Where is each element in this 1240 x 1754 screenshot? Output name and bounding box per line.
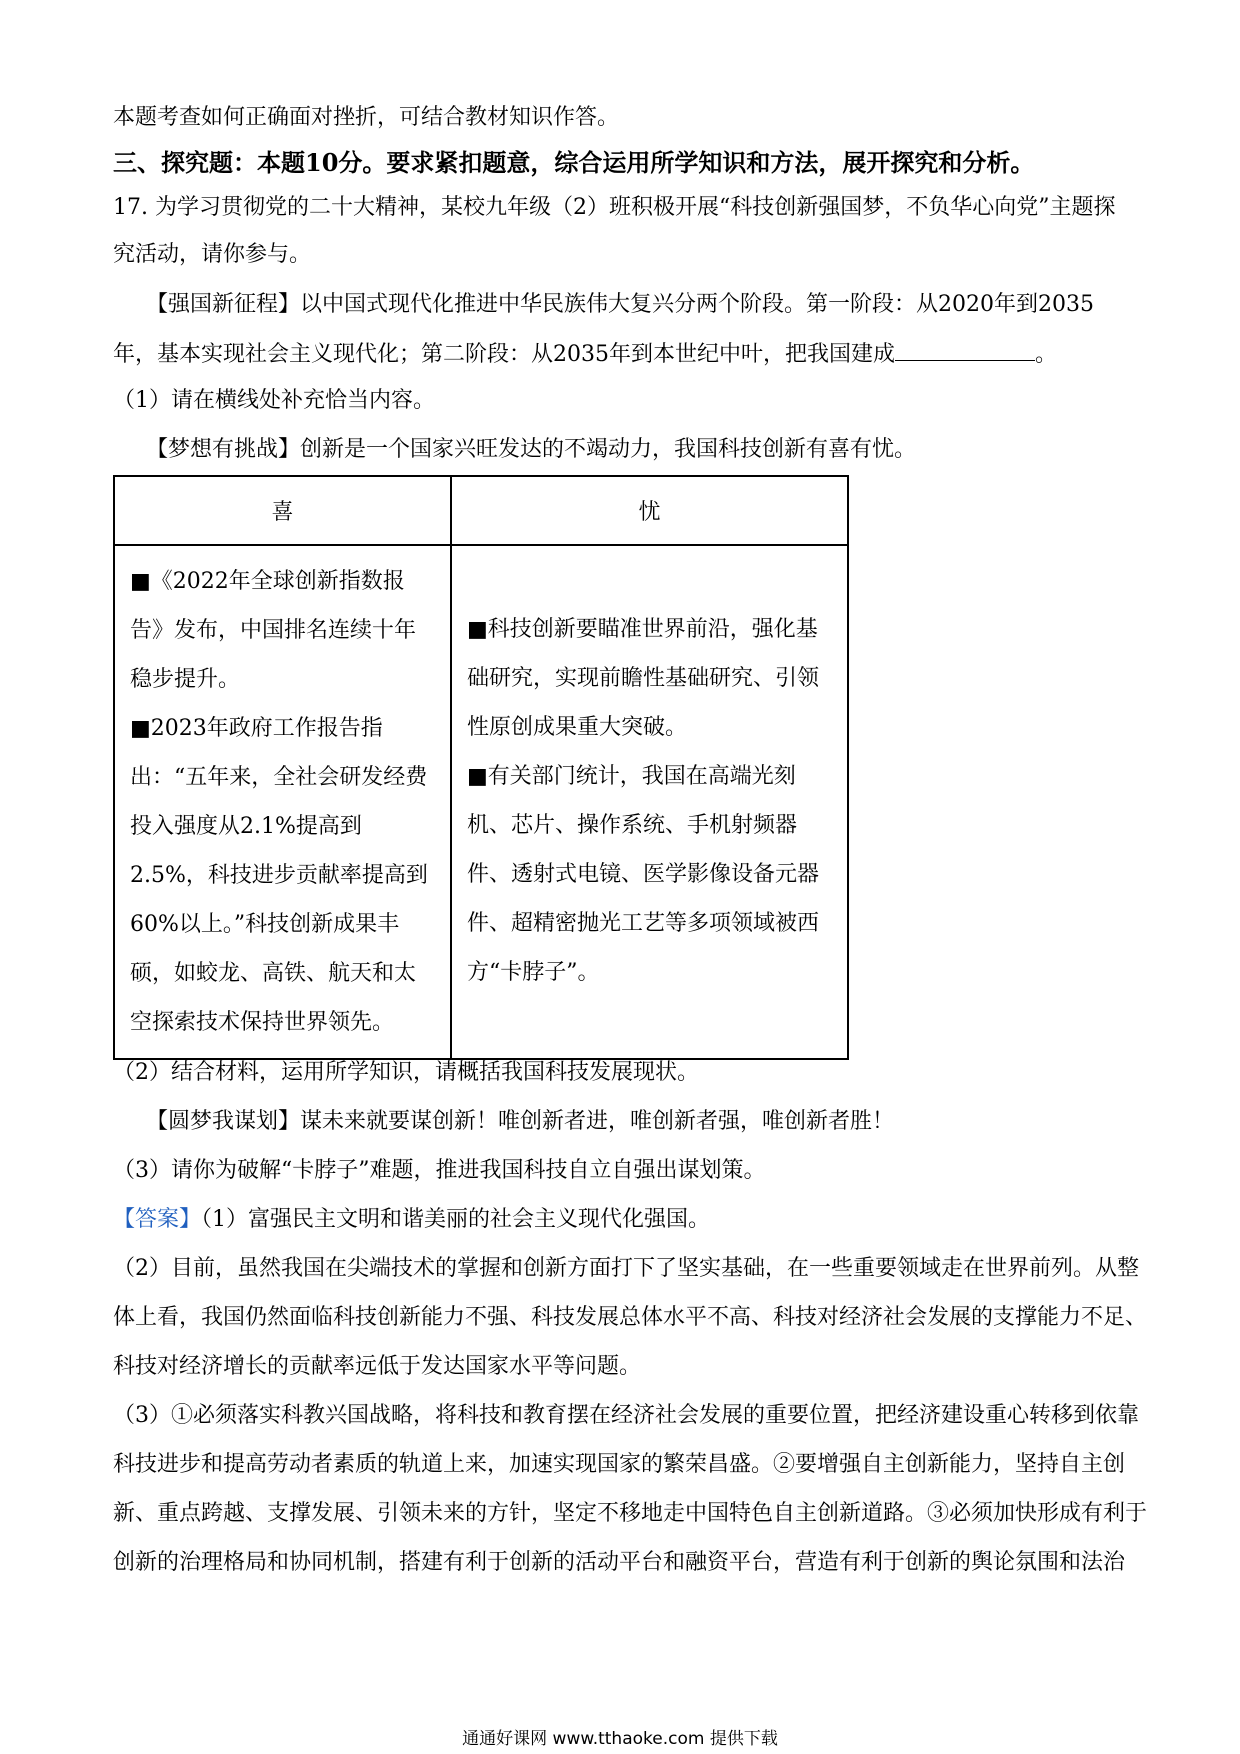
answer-3-line4: 创新的治理格局和协同机制，搭建有利于创新的活动平台和融资平台，营造有利于创新的舆论氛围和法治 [113, 1550, 1126, 1575]
intro-line: 本题考查如何正确面对挫折，可结合教材知识作答。 [113, 105, 620, 130]
answer-1: （1）富强民主文明和谐美丽的社会主义现代化强国。 [201, 1207, 711, 1232]
answer-2-line3: 科技对经济增长的贡献率远低于发达国家水平等问题。 [113, 1354, 642, 1379]
part1-line1: 【强国新征程】以中国式现代化推进中华民族伟大复兴分两个阶段。第一阶段：从2020年到2035 [146, 292, 1094, 317]
answer-3-line3: 新、重点跨越、支撑发展、引领未来的方针，坚定不移地走中国特色自主创新道路。③必须加快形成有利于 [113, 1501, 1148, 1526]
worry-item-1: ■科技创新要瞄准世界前沿，强化基础研究，实现前瞻性基础研究、引领性原创成果重大突破。 [467, 617, 820, 740]
answer-2-line2: 体上看，我国仍然面临科技创新能力不强、科技发展总体水平不高、科技对经济社会发展的支撑能力不足、 [113, 1305, 1148, 1330]
answer-2-line1: （2）目前，虽然我国在尖端技术的掌握和创新方面打下了坚实基础，在一些重要领域走在世界前列。从整 [113, 1256, 1140, 1281]
answer-1-line [113, 1205, 710, 1235]
answer-3-line1: （3）①必须落实科教兴国战略，将科技和教育摆在经济社会发展的重要位置，把经济建设重心转移到依靠 [113, 1403, 1140, 1428]
part1-line2 [113, 338, 1057, 370]
q17-line1: 17. 为学习贯彻党的二十大精神，某校九年级（2）班积极开展“科技创新强国梦，不负华心向党”主题探 [113, 195, 1116, 220]
part1-line2-text: 年，基本实现社会主义现代化；第二阶段：从2035年到本世纪中叶，把我国建成 [113, 342, 895, 367]
answer-tag: 【答案】 [113, 1207, 202, 1232]
q17-line2: 究活动，请你参与。 [113, 242, 312, 267]
part2-intro: 【梦想有挑战】创新是一个国家兴旺发达的不竭动力，我国科技创新有喜有忧。 [146, 437, 917, 462]
table-header-row [114, 476, 848, 545]
footer-source: 通通好课网 www.tthaoke.com 提供下载 [462, 1729, 778, 1749]
joy-cell [114, 545, 451, 1059]
joy-item-2: ■2023年政府工作报告指出：“五年来，全社会研发经费投入强度从2.1%提高到2.5%，科技进步贡献率提高到60%以上。”科技创新成果丰硕，如蛟龙、高铁、航天和太空探索技术保持世界领先。 [130, 716, 428, 1035]
part1-end: 。 [1035, 342, 1058, 367]
joy-item-1: ■《2022年全球创新指数报告》发布，中国排名连续十年稳步提升。 [130, 569, 417, 692]
worry-item-2: ■有关部门统计，我国在高端光刻机、芯片、操作系统、手机射频器件、透射式电镜、医学影像设备元器件、超精密抛光工艺等多项领域被西方“卡脖子”。 [467, 764, 820, 985]
section-heading: 三、探究题：本题10分。要求紧扣题意，综合运用所学知识和方法，展开探究和分析。 [113, 148, 1035, 177]
question-1: （1）请在横线处补充恰当内容。 [113, 388, 435, 413]
worry-cell [451, 545, 848, 1059]
header-worry: 忧 [451, 476, 848, 545]
question-3: （3）请你为破解“卡脖子”难题，推进我国科技自立自强出谋划策。 [113, 1158, 766, 1183]
fill-blank [895, 338, 1035, 361]
part3-intro: 【圆梦我谋划】谋未来就要谋创新！唯创新者进，唯创新者强，唯创新者胜！ [146, 1109, 895, 1134]
table-body-row [114, 545, 848, 1059]
materials-table [113, 475, 849, 1060]
question-2: （2）结合材料，运用所学知识，请概括我国科技发展现状。 [113, 1060, 699, 1085]
answer-3-line2: 科技进步和提高劳动者素质的轨道上来，加速实现国家的繁荣昌盛。②要增强自主创新能力，坚持自主创 [113, 1452, 1126, 1477]
header-joy: 喜 [114, 476, 451, 545]
